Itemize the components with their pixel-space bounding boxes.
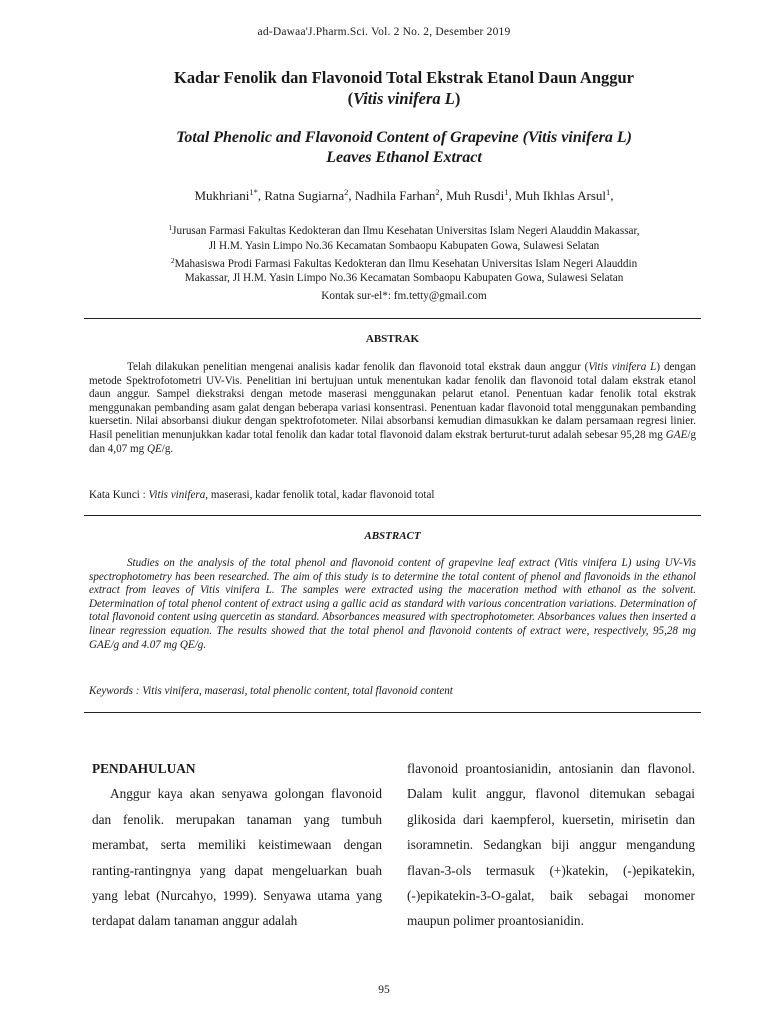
title-english: [60, 128, 748, 168]
intro-heading: PENDAHULUAN: [92, 761, 196, 776]
intro-right-column: [407, 756, 695, 934]
intro-left-text: Anggur kaya akan senyawa golongan flavonoid dan fenolik. merupakan tanaman yang tumbuh merambat, serta memiliki keistimewaan dengan ranting-rantingnya yang dapat mengeluarkan buah yang lebat (Nurcahyo, 1999). Senyawa utama yang terdapat dalam tanaman anggur adalah: [92, 786, 382, 929]
divider-bottom: [84, 712, 701, 713]
title-latin-name: Vitis vinifera L: [353, 89, 455, 108]
author: Nadhila Farhan$^2$,: [354, 187, 447, 203]
divider-top: [84, 318, 701, 319]
affiliation-1-line2: Jl H.M. Yasin Limpo No.36 Kecamatan Sombaopu Kabupaten Gowa, Sulawesi Selatan: [208, 239, 600, 252]
abstrak-heading: ABSTRAK: [365, 333, 420, 345]
divider-middle: [84, 515, 701, 516]
kata-kunci: Kata Kunci : Vitis vinifera, maserasi, kadar fenolik total, kadar flavonoid total: [89, 489, 435, 501]
title-indonesian: [60, 67, 748, 109]
author: Muh Ikhlas Arsul$^1$,: [515, 187, 614, 203]
affiliation-1-line1: $^1$Jurusan Farmasi Fakultas Kedokteran dan Ilmu Kesehatan Universitas Islam Negeri Alauddin Makassar,: [168, 223, 640, 237]
author: Mukhriani$^{1*}$,: [194, 187, 265, 203]
paren-close: ): [454, 89, 461, 108]
affiliation-2-line2: Makassar, Jl H.M. Yasin Limpo No.36 Kecamatan Sombaopu Kabupaten Gowa, Sulawesi Selatan: [184, 272, 624, 285]
contact-email: Kontak sur-el*: fm.tetty@gmail.com: [321, 290, 487, 302]
intro-right-text: flavonoid proantosianidin, antosianin dan flavonol. Dalam kulit anggur, flavonol ditemukan sebagai glikosida dari kaempferol, kuersetin, mirisetin dan isoramnetin. Sedangkan biji anggur mengandung flavan-3-ols termasuk (+)katekin, (-)epikatekin, (-)epikatekin-3-O-galat, baik sebagai monomer maupun polimer proantosianidin.: [407, 761, 695, 929]
author: Muh Rusdi$^1$,: [446, 187, 516, 203]
title-indonesian-line2: [60, 88, 748, 109]
author: Ratna Sugiarna$^2$,: [264, 187, 355, 203]
abstrak-body: Telah dilakukan penelitian mengenai analisis kadar fenolik dan flavonoid total ekstrak daun anggur (Vitis vinifera L) dengan metode Spektrofotometri UV-Vis. Penelitian ini bertujuan untuk menentukan kadar fenolik dan flavonoid total dalam ekstrak etanol daun anggur. Sampel diekstraksi dengan metode maserasi menggunakan pelarut etanol. Penentuan kadar fenolik total ekstrak menggunakan pembanding asam galat dengan beberapa variasi konsentrasi. Penentuan kadar flavonoid total menggunakan pembanding kuersetin. Nilai absorbansi diukur dengan spektrofotometer. Nilai absorbansi kemudian dimasukkan ke dalam persamaan regresi linier. Hasil penelitian menunjukkan kadar total fenolik dan kadar total flavonoid dalam ekstrak berturut-turut adalah sebesar 95,28 mg GAE/g dan 4,07 mg QE/g.: [89, 361, 696, 455]
title-english-line1: Total Phenolic and Flavonoid Content of Grapevine (Vitis vinifera L): [176, 129, 632, 146]
abstract-body: Studies on the analysis of the total phenol and flavonoid content of grapevine leaf extract (Vitis vinifera L) using UV-Vis spectrophotometry has been researched. The aim of this study is to determine the total content of phenol and flavonoids in the ethanol extract from leaves of Vitis vinifera L. The samples were extracted using the maceration method with ethanol as the solvent. Determination of total phenol content of extract using a gallic acid as standard with various concentration variations. Determination of total flavonoid content using quercetin as standard. Absorbances measured with spectrophotometer. Absorbances values then inserted a linear regression equation. The results showed that the total phenol and flavonoid contents of extract were, respectively, 95,28 mg GAE/g and 4.07 mg QE/g.: [89, 557, 696, 651]
title-indonesian-line1: Kadar Fenolik dan Flavonoid Total Ekstrak Etanol Daun Anggur: [174, 68, 634, 87]
running-head: ad-Dawaa'J.Pharm.Sci. Vol. 2 No. 2, Desember 2019: [257, 26, 511, 38]
keywords: Keywords : Vitis vinifera, maserasi, total phenolic content, total flavonoid content: [89, 685, 453, 697]
author-list: [60, 187, 748, 204]
title-english-line2: Leaves Ethanol Extract: [326, 149, 482, 166]
paren-open: (: [347, 89, 354, 108]
intro-left-column: [92, 756, 382, 934]
abstract-heading: ABSTRACT: [364, 530, 421, 542]
page-number: 95: [378, 984, 390, 996]
affiliations: [80, 221, 728, 286]
affiliation-2-line1: $^2$Mahasiswa Prodi Farmasi Fakultas Kedokteran dan Ilmu Kesehatan Universitas Islam Negeri Alauddin: [170, 255, 638, 270]
